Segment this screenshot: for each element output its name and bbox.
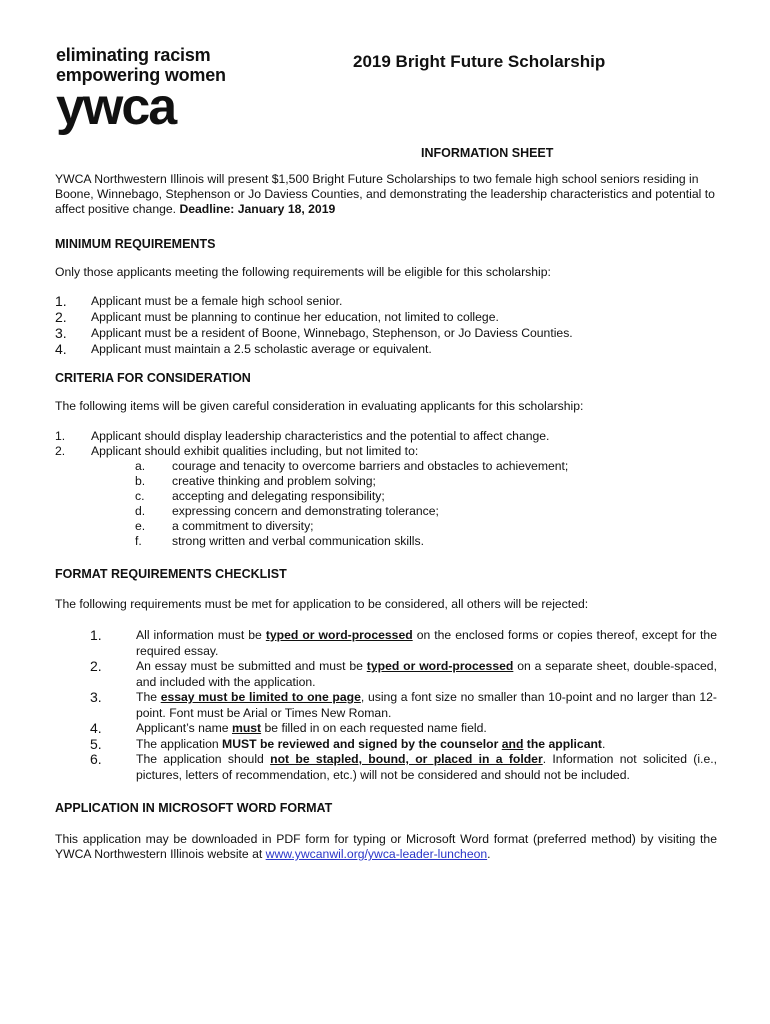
- list-item: 2. Applicant should exhibit qualities including, but not limited to:: [55, 444, 419, 458]
- criteria-list: [55, 429, 717, 459]
- intro-paragraph: YWCA Northwestern Illinois will present $1,500 Bright Future Scholarships to two female high school seniors residing in Boone, Winnebago, Stephenson or Jo Daviess Counties, and demonstrating the leadership characteristics and potential to affect positive change. Deadline: January 18, 2019: [55, 172, 715, 216]
- deadline: Deadline: January 18, 2019: [179, 202, 336, 216]
- list-item: 4. Applicant must maintain a 2.5 scholastic average or equivalent.: [55, 341, 432, 357]
- list-item: 3. The essay must be limited to one page, using a font size no smaller than 10-point and no larger than 12-point. Font must be Arial or Times New Roman.: [90, 689, 717, 720]
- list-item: a. courage and tenacity to overcome barriers and obstacles to achievement;: [135, 459, 569, 473]
- list-item: 1. Applicant should display leadership characteristics and the potential to affect change.: [55, 429, 550, 443]
- minimum-heading: MINIMUM REQUIREMENTS: [55, 237, 216, 251]
- format-checklist: [55, 628, 717, 783]
- list-item: e. a commitment to diversity;: [135, 519, 314, 533]
- format-heading: FORMAT REQUIREMENTS CHECKLIST: [55, 567, 287, 581]
- logo-tagline-2: empowering women: [56, 65, 226, 85]
- list-item: b. creative thinking and problem solving;: [135, 474, 376, 488]
- ywca-logo: [56, 45, 226, 136]
- minimum-lead: Only those applicants meeting the following requirements will be eligible for this scholarship:: [55, 265, 551, 279]
- document-subtitle: INFORMATION SHEET: [421, 146, 554, 160]
- logo-wordmark: ywca: [56, 78, 176, 136]
- list-item: 5. The application MUST be reviewed and signed by the counselor and the applicant.: [90, 735, 606, 752]
- list-item: f. strong written and verbal communication skills.: [135, 534, 424, 548]
- minimum-list: [55, 293, 717, 357]
- logo-tagline-1: eliminating racism: [56, 45, 211, 65]
- list-item: 2. An essay must be submitted and must be typed or word-processed on a separate sheet, double-spaced, and included with the application.: [90, 658, 717, 689]
- document-title: 2019 Bright Future Scholarship: [353, 52, 606, 71]
- list-item: 3. Applicant must be a resident of Boone, Winnebago, Stephenson, or Jo Daviess Counties.: [55, 325, 573, 341]
- list-item: 1. Applicant must be a female high school senior.: [55, 293, 343, 309]
- list-item: 6. The application should not be stapled, bound, or placed in a folder. Information not solicited (i.e., pictures, letters of recommendation, etc.) will not be considered and should not be included.: [90, 751, 717, 782]
- criteria-heading: CRITERIA FOR CONSIDERATION: [55, 371, 251, 385]
- list-item: 4. Applicant’s name must be filled in on each requested name field.: [90, 720, 487, 736]
- list-item: d. expressing concern and demonstrating tolerance;: [135, 504, 439, 518]
- ywca-website-link[interactable]: www.ywcanwil.org/ywca-leader-luncheon: [265, 847, 488, 861]
- format-lead: The following requirements must be met for application to be considered, all others will be rejected:: [55, 597, 589, 611]
- word-heading: APPLICATION IN MICROSOFT WORD FORMAT: [55, 801, 333, 815]
- list-item: 2. Applicant must be planning to continue her education, not limited to college.: [55, 309, 499, 325]
- list-item: 1. All information must be typed or word-processed on the enclosed forms or copies thereof, except for the required essay.: [90, 627, 717, 658]
- word-paragraph: This application may be downloaded in PDF form for typing or Microsoft Word format (preferred method) by visiting the YWCA Northwestern Illinois website at www.ywcanwil.org/ywca-leader-luncheon.: [55, 832, 717, 861]
- criteria-lead: The following items will be given careful consideration in evaluating applicants for this scholarship:: [55, 399, 584, 413]
- document-body: [55, 172, 717, 862]
- list-item: c. accepting and delegating responsibility;: [135, 489, 385, 503]
- qualities-list: [55, 459, 717, 549]
